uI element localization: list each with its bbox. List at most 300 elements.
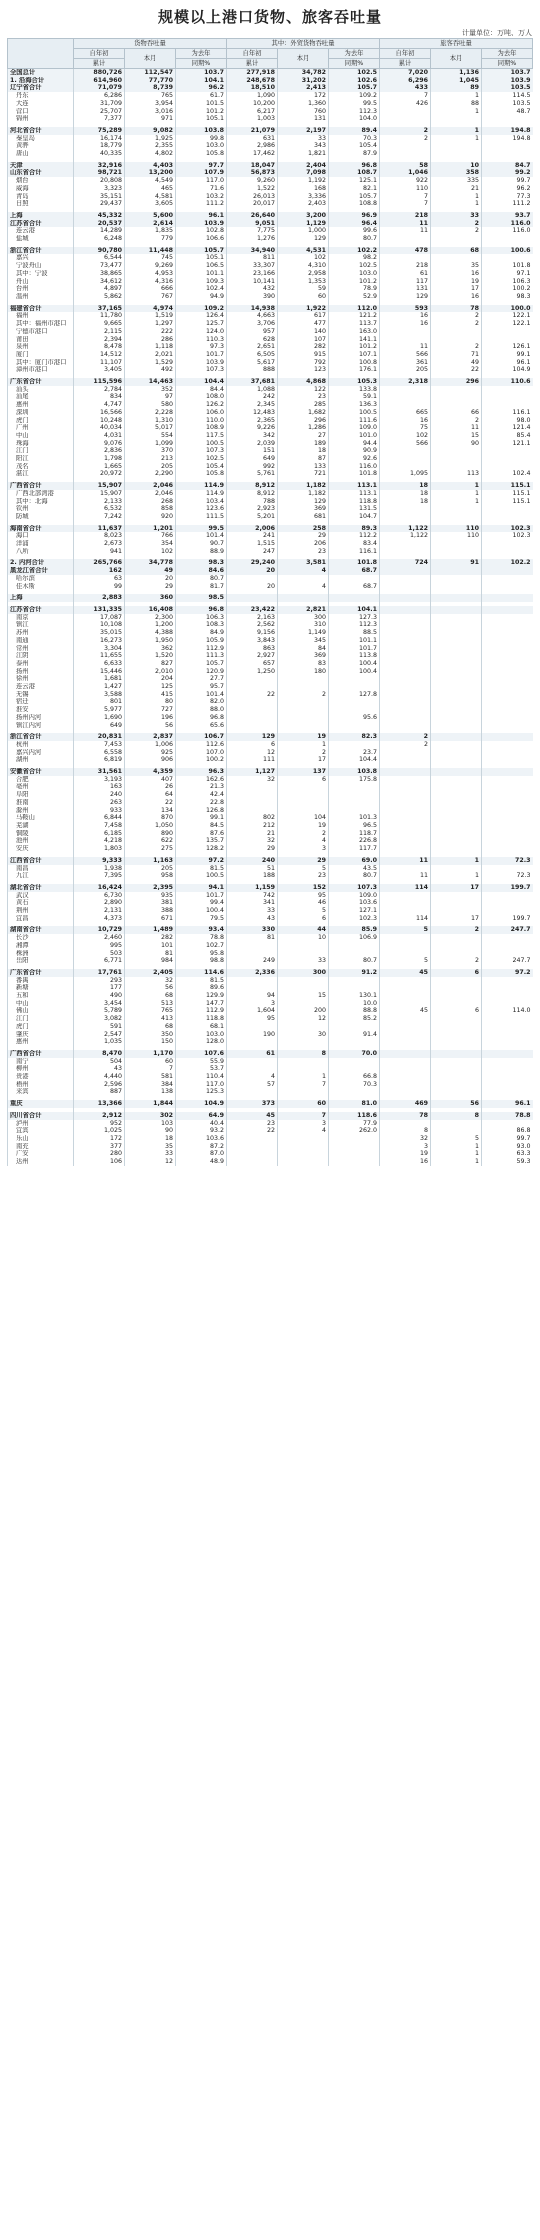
cargo-yoy-cell: 126.4 xyxy=(176,312,227,320)
foreign-yoy-cell: 91.4 xyxy=(329,1031,380,1039)
foreign-yoy-cell: 96.5 xyxy=(329,822,380,830)
cargo-ytd-cell: 35,151 xyxy=(74,193,125,201)
foreign-month-cell xyxy=(278,791,329,799)
foreign-yoy-cell: 113.8 xyxy=(329,652,380,660)
passenger-yoy-cell: 247.7 xyxy=(482,957,533,965)
foreign-yoy-cell xyxy=(329,791,380,799)
foreign-ytd-cell: 788 xyxy=(227,498,278,506)
foreign-yoy-cell: 70.0 xyxy=(329,1050,380,1058)
cargo-yoy-cell: 79.5 xyxy=(176,915,227,923)
cargo-yoy-cell: 98.8 xyxy=(176,957,227,965)
cargo-ytd-cell: 6,185 xyxy=(74,830,125,838)
table-row xyxy=(8,722,533,730)
foreign-ytd-cell: 957 xyxy=(227,328,278,336)
page-title: 规模以上港口货物、旅客吞吐量 xyxy=(157,8,382,26)
foreign-yoy-cell: 107.1 xyxy=(329,351,380,359)
passenger-month-cell xyxy=(431,722,482,730)
port-name-cell: 2. 内河合计 xyxy=(8,559,74,567)
passenger-month-cell xyxy=(431,741,482,749)
table-row xyxy=(8,417,533,425)
port-name-cell: 佳木斯 xyxy=(8,583,74,591)
table-row xyxy=(8,185,533,193)
passenger-ytd-cell: 18 xyxy=(380,482,431,490)
table-row xyxy=(8,683,533,691)
foreign-ytd-cell: 190 xyxy=(227,1031,278,1039)
port-name-cell: 南京 xyxy=(8,614,74,622)
table-row xyxy=(8,1120,533,1128)
passenger-month-cell xyxy=(431,606,482,614)
passenger-yoy-cell xyxy=(482,1065,533,1073)
passenger-ytd-cell: 469 xyxy=(380,1100,431,1108)
cargo-yoy-cell: 96.8 xyxy=(176,606,227,614)
cargo-ytd-cell: 16,566 xyxy=(74,409,125,417)
port-name-cell: 烟台 xyxy=(8,177,74,185)
port-name-cell: 重庆 xyxy=(8,1100,74,1108)
port-name-cell: 营口 xyxy=(8,108,74,116)
passenger-month-cell xyxy=(431,683,482,691)
passenger-yoy-cell xyxy=(482,583,533,591)
foreign-ytd-cell: 247 xyxy=(227,548,278,556)
cargo-yoy-cell: 89.6 xyxy=(176,984,227,992)
cargo-ytd-cell: 3,193 xyxy=(74,776,125,784)
passenger-ytd-cell: 11 xyxy=(380,227,431,235)
cargo-yoy-cell: 126.8 xyxy=(176,807,227,815)
cargo-yoy-cell: 105.8 xyxy=(176,470,227,478)
passenger-ytd-cell: 7 xyxy=(380,200,431,208)
foreign-yoy-cell: 10.0 xyxy=(329,1000,380,1008)
foreign-month-cell: 3,336 xyxy=(278,193,329,201)
cargo-ytd-cell: 29,437 xyxy=(74,200,125,208)
foreign-ytd-cell: 657 xyxy=(227,660,278,668)
port-name-cell: 肇庆 xyxy=(8,1031,74,1039)
passenger-month-cell: 1,136 xyxy=(431,69,482,77)
foreign-yoy-cell: 113.1 xyxy=(329,490,380,498)
port-name-cell: 芜湖 xyxy=(8,822,74,830)
foreign-month-cell xyxy=(278,783,329,791)
cargo-month-cell: 68 xyxy=(125,992,176,1000)
passenger-month-cell: 1 xyxy=(431,108,482,116)
foreign-month-cell: 29 xyxy=(278,532,329,540)
foreign-ytd-cell: 9,156 xyxy=(227,629,278,637)
foreign-month-cell: 2 xyxy=(278,691,329,699)
cargo-ytd-cell: 37,165 xyxy=(74,305,125,313)
passenger-ytd-cell xyxy=(380,254,431,262)
foreign-month-cell xyxy=(278,1158,329,1166)
cargo-ytd-cell: 10,248 xyxy=(74,417,125,425)
passenger-month-cell: 1 xyxy=(431,498,482,506)
port-name-cell: 大连 xyxy=(8,100,74,108)
passenger-ytd-cell xyxy=(380,463,431,471)
passenger-month-cell: 66 xyxy=(431,409,482,417)
cargo-yoy-cell: 114.9 xyxy=(176,490,227,498)
cargo-month-cell: 971 xyxy=(125,115,176,123)
foreign-yoy-cell: 104.4 xyxy=(329,756,380,764)
foreign-yoy-cell xyxy=(329,1158,380,1166)
cargo-month-cell: 935 xyxy=(125,892,176,900)
passenger-month-cell xyxy=(431,1038,482,1046)
foreign-ytd-cell xyxy=(227,698,278,706)
port-name-cell: 上海 xyxy=(8,594,74,602)
foreign-yoy-cell: 111.6 xyxy=(329,417,380,425)
passenger-ytd-cell: 16 xyxy=(380,320,431,328)
cargo-month-cell: 513 xyxy=(125,1000,176,1008)
summary-row xyxy=(8,162,533,170)
cargo-yoy-cell: 105.4 xyxy=(176,463,227,471)
foreign-month-cell: 477 xyxy=(278,320,329,328)
passenger-yoy-cell xyxy=(482,575,533,583)
passenger-month-cell xyxy=(431,660,482,668)
port-name-cell: 丹东 xyxy=(8,92,74,100)
table-row xyxy=(8,706,533,714)
passenger-month-cell xyxy=(431,455,482,463)
foreign-yoy-cell: 109.0 xyxy=(329,892,380,900)
port-name-cell: 防城 xyxy=(8,513,74,521)
cargo-ytd-cell: 887 xyxy=(74,1088,125,1096)
foreign-ytd-cell: 33 xyxy=(227,907,278,915)
cargo-month-cell: 20 xyxy=(125,575,176,583)
foreign-yoy-cell: 104.1 xyxy=(329,606,380,614)
cargo-yoy-cell: 48.9 xyxy=(176,1158,227,1166)
foreign-month-cell xyxy=(278,1058,329,1066)
passenger-yoy-cell xyxy=(482,142,533,150)
table-row xyxy=(8,915,533,923)
passenger-yoy-cell: 126.1 xyxy=(482,343,533,351)
passenger-month-cell xyxy=(431,583,482,591)
port-name-cell: 黑龙江省合计 xyxy=(8,567,74,575)
passenger-month-cell xyxy=(431,668,482,676)
foreign-month-cell: 18 xyxy=(278,447,329,455)
cargo-month-cell: 3,605 xyxy=(125,200,176,208)
table-row xyxy=(8,583,533,591)
foreign-ytd-cell: 43 xyxy=(227,915,278,923)
foreign-yoy-cell: 88.5 xyxy=(329,629,380,637)
foreign-yoy-cell: 103.0 xyxy=(329,270,380,278)
foreign-yoy-cell: 102.5 xyxy=(329,69,380,77)
port-name-cell: 番禺 xyxy=(8,977,74,985)
cargo-ytd-cell: 6,248 xyxy=(74,235,125,243)
cargo-yoy-cell: 88.0 xyxy=(176,706,227,714)
passenger-yoy-cell xyxy=(482,254,533,262)
passenger-yoy-cell: 114.5 xyxy=(482,92,533,100)
passenger-ytd-cell: 2,318 xyxy=(380,378,431,386)
passenger-month-cell xyxy=(431,505,482,513)
cargo-month-cell: 4,359 xyxy=(125,768,176,776)
passenger-yoy-cell: 116.1 xyxy=(482,409,533,417)
foreign-yoy-cell: 127.8 xyxy=(329,691,380,699)
passenger-month-cell xyxy=(431,235,482,243)
table-row xyxy=(8,907,533,915)
passenger-ytd-cell xyxy=(380,150,431,158)
foreign-ytd-cell: 390 xyxy=(227,293,278,301)
foreign-month-cell: 123 xyxy=(278,366,329,374)
passenger-ytd-cell xyxy=(380,814,431,822)
cargo-month-cell: 68 xyxy=(125,1023,176,1031)
foreign-yoy-cell: 133.8 xyxy=(329,386,380,394)
port-name-cell: 湘潭 xyxy=(8,942,74,950)
foreign-ytd-cell xyxy=(227,799,278,807)
port-name-cell: 其中：福州市港口 xyxy=(8,320,74,328)
passenger-yoy-cell xyxy=(482,614,533,622)
passenger-yoy-cell: 72.3 xyxy=(482,857,533,865)
passenger-ytd-cell xyxy=(380,583,431,591)
port-name-cell: 新塘 xyxy=(8,984,74,992)
table-row xyxy=(8,950,533,958)
passenger-yoy-cell: 93.7 xyxy=(482,212,533,220)
cargo-yoy-cell: 84.4 xyxy=(176,386,227,394)
passenger-ytd-cell xyxy=(380,783,431,791)
foreign-yoy-cell xyxy=(329,1023,380,1031)
cargo-yoy-cell: 80.7 xyxy=(176,575,227,583)
cargo-ytd-cell: 131,335 xyxy=(74,606,125,614)
passenger-ytd-cell xyxy=(380,942,431,950)
cargo-ytd-cell: 10,108 xyxy=(74,621,125,629)
cargo-yoy-cell: 100.5 xyxy=(176,440,227,448)
passenger-month-cell xyxy=(431,1073,482,1081)
passenger-month-cell: 358 xyxy=(431,169,482,177)
cargo-ytd-cell: 2,883 xyxy=(74,594,125,602)
cargo-month-cell: 4,953 xyxy=(125,270,176,278)
passenger-month-cell: 113 xyxy=(431,470,482,478)
passenger-ytd-cell: 102 xyxy=(380,432,431,440)
cargo-yoy-cell: 110.3 xyxy=(176,336,227,344)
passenger-yoy-cell xyxy=(482,1015,533,1023)
passenger-month-cell xyxy=(431,1058,482,1066)
cargo-ytd-cell: 11,107 xyxy=(74,359,125,367)
foreign-yoy-cell: 85.2 xyxy=(329,1015,380,1023)
passenger-ytd-cell: 724 xyxy=(380,559,431,567)
cargo-yoy-cell: 106.7 xyxy=(176,733,227,741)
foreign-ytd-cell: 249 xyxy=(227,957,278,965)
passenger-ytd-cell: 361 xyxy=(380,359,431,367)
passenger-month-cell xyxy=(431,799,482,807)
foreign-month-cell: 104 xyxy=(278,814,329,822)
cargo-ytd-cell: 952 xyxy=(74,1120,125,1128)
passenger-ytd-cell xyxy=(380,575,431,583)
cargo-yoy-cell: 106.6 xyxy=(176,235,227,243)
foreign-ytd-cell xyxy=(227,942,278,950)
passenger-month-cell: 1 xyxy=(431,92,482,100)
cargo-yoy-cell: 162.6 xyxy=(176,776,227,784)
cargo-ytd-cell: 591 xyxy=(74,1023,125,1031)
cargo-ytd-cell: 6,544 xyxy=(74,254,125,262)
cargo-ytd-cell: 17,087 xyxy=(74,614,125,622)
cargo-month-cell: 984 xyxy=(125,957,176,965)
cargo-month-cell: 2,300 xyxy=(125,614,176,622)
foreign-ytd-cell: 2,163 xyxy=(227,614,278,622)
header-yoy: 为去年 xyxy=(176,49,227,59)
passenger-yoy-cell: 78.8 xyxy=(482,1112,533,1120)
summary-row xyxy=(8,926,533,934)
passenger-ytd-cell: 45 xyxy=(380,1007,431,1015)
foreign-month-cell: 285 xyxy=(278,401,329,409)
table-row xyxy=(8,776,533,784)
foreign-yoy-cell: 118.6 xyxy=(329,1112,380,1120)
passenger-ytd-cell: 11 xyxy=(380,872,431,880)
passenger-ytd-cell xyxy=(380,1000,431,1008)
foreign-month-cell xyxy=(278,575,329,583)
table-row xyxy=(8,957,533,965)
passenger-yoy-cell xyxy=(482,1050,533,1058)
cargo-month-cell: 2,046 xyxy=(125,482,176,490)
cargo-month-cell: 196 xyxy=(125,714,176,722)
foreign-ytd-cell: 8,912 xyxy=(227,482,278,490)
cargo-ytd-cell: 6,819 xyxy=(74,756,125,764)
passenger-yoy-cell: 116.0 xyxy=(482,220,533,228)
foreign-yoy-cell xyxy=(329,783,380,791)
passenger-ytd-cell: 205 xyxy=(380,366,431,374)
cargo-yoy-cell: 105.7 xyxy=(176,247,227,255)
passenger-ytd-cell: 433 xyxy=(380,84,431,92)
header-month: 本月 xyxy=(278,49,329,69)
cargo-yoy-cell: 108.3 xyxy=(176,621,227,629)
cargo-month-cell: 827 xyxy=(125,660,176,668)
table-row xyxy=(8,675,533,683)
foreign-month-cell: 2,413 xyxy=(278,84,329,92)
cargo-month-cell: 33 xyxy=(125,1150,176,1158)
port-name-cell: 阳江 xyxy=(8,455,74,463)
foreign-month-cell: 4,531 xyxy=(278,247,329,255)
foreign-month-cell xyxy=(278,984,329,992)
table-row xyxy=(8,668,533,676)
table-row xyxy=(8,1038,533,1046)
table-row xyxy=(8,1158,533,1166)
foreign-yoy-cell: 112.3 xyxy=(329,621,380,629)
cargo-yoy-cell: 111.2 xyxy=(176,200,227,208)
foreign-month-cell xyxy=(278,683,329,691)
passenger-ytd-cell xyxy=(380,892,431,900)
foreign-ytd-cell: 18,047 xyxy=(227,162,278,170)
foreign-yoy-cell: 127.1 xyxy=(329,907,380,915)
foreign-ytd-cell: 22 xyxy=(227,1127,278,1135)
passenger-ytd-cell: 18 xyxy=(380,498,431,506)
passenger-yoy-cell xyxy=(482,1058,533,1066)
foreign-ytd-cell: 2,345 xyxy=(227,401,278,409)
cargo-yoy-cell: 112.9 xyxy=(176,1007,227,1015)
foreign-month-cell: 60 xyxy=(278,1100,329,1108)
cargo-ytd-cell: 6,730 xyxy=(74,892,125,900)
passenger-yoy-cell xyxy=(482,235,533,243)
cargo-ytd-cell: 99 xyxy=(74,583,125,591)
cargo-ytd-cell: 38,865 xyxy=(74,270,125,278)
table-row xyxy=(8,749,533,757)
foreign-ytd-cell: 240 xyxy=(227,857,278,865)
cargo-yoy-cell: 111.3 xyxy=(176,652,227,660)
passenger-month-cell xyxy=(431,629,482,637)
cargo-ytd-cell: 13,366 xyxy=(74,1100,125,1108)
foreign-yoy-cell: 91.2 xyxy=(329,969,380,977)
passenger-ytd-cell xyxy=(380,645,431,653)
port-name-cell: 广安 xyxy=(8,1150,74,1158)
foreign-yoy-cell: 103.6 xyxy=(329,899,380,907)
foreign-ytd-cell: 1,127 xyxy=(227,768,278,776)
table-row xyxy=(8,100,533,108)
table-row xyxy=(8,498,533,506)
passenger-ytd-cell: 566 xyxy=(380,440,431,448)
cargo-yoy-cell: 103.0 xyxy=(176,1031,227,1039)
foreign-yoy-cell: 101.0 xyxy=(329,432,380,440)
cargo-month-cell: 1,118 xyxy=(125,343,176,351)
passenger-ytd-cell: 114 xyxy=(380,915,431,923)
passenger-ytd-cell: 2 xyxy=(380,127,431,135)
foreign-yoy-cell: 105.3 xyxy=(329,378,380,386)
port-name-cell: 江苏省合计 xyxy=(8,606,74,614)
cargo-ytd-cell: 45,332 xyxy=(74,212,125,220)
foreign-month-cell: 83 xyxy=(278,660,329,668)
foreign-month-cell: 2 xyxy=(278,830,329,838)
cargo-ytd-cell: 32,916 xyxy=(74,162,125,170)
foreign-month-cell: 760 xyxy=(278,108,329,116)
cargo-ytd-cell: 941 xyxy=(74,548,125,556)
passenger-yoy-cell: 199.7 xyxy=(482,915,533,923)
passenger-month-cell xyxy=(431,150,482,158)
table-row xyxy=(8,845,533,853)
foreign-month-cell: 10 xyxy=(278,934,329,942)
cargo-yoy-cell: 108.0 xyxy=(176,393,227,401)
foreign-month-cell: 1,360 xyxy=(278,100,329,108)
cargo-ytd-cell: 9,333 xyxy=(74,857,125,865)
cargo-month-cell: 5,600 xyxy=(125,212,176,220)
foreign-month-cell: 46 xyxy=(278,899,329,907)
passenger-ytd-cell xyxy=(380,606,431,614)
foreign-yoy-cell: 90.9 xyxy=(329,447,380,455)
foreign-ytd-cell: 2,923 xyxy=(227,505,278,513)
passenger-yoy-cell: 84.7 xyxy=(482,162,533,170)
foreign-ytd-cell: 802 xyxy=(227,814,278,822)
passenger-month-cell xyxy=(431,899,482,907)
passenger-month-cell xyxy=(431,714,482,722)
foreign-month-cell xyxy=(278,807,329,815)
cargo-month-cell: 767 xyxy=(125,293,176,301)
foreign-ytd-cell: 2,039 xyxy=(227,440,278,448)
foreign-month-cell xyxy=(278,1000,329,1008)
cargo-yoy-cell: 107.3 xyxy=(176,366,227,374)
foreign-yoy-cell: 226.8 xyxy=(329,837,380,845)
cargo-yoy-cell: 87.2 xyxy=(176,1143,227,1151)
cargo-month-cell: 80 xyxy=(125,698,176,706)
foreign-yoy-cell: 87.9 xyxy=(329,150,380,158)
passenger-month-cell xyxy=(431,115,482,123)
foreign-ytd-cell xyxy=(227,683,278,691)
passenger-yoy-cell xyxy=(482,594,533,602)
foreign-yoy-cell: 112.0 xyxy=(329,305,380,313)
foreign-ytd-cell xyxy=(227,722,278,730)
cargo-ytd-cell: 31,561 xyxy=(74,768,125,776)
port-name-cell: 深圳 xyxy=(8,409,74,417)
cargo-yoy-cell: 123.6 xyxy=(176,505,227,513)
foreign-ytd-cell: 1,604 xyxy=(227,1007,278,1015)
port-name-cell: 梧州 xyxy=(8,1081,74,1089)
foreign-month-cell: 1,129 xyxy=(278,220,329,228)
table-row xyxy=(8,150,533,158)
table-row xyxy=(8,575,533,583)
foreign-month-cell: 31,202 xyxy=(278,77,329,85)
cargo-yoy-cell: 99.5 xyxy=(176,525,227,533)
cargo-month-cell: 671 xyxy=(125,915,176,923)
port-name-cell: 泉州 xyxy=(8,343,74,351)
foreign-yoy-cell: 68.7 xyxy=(329,567,380,575)
foreign-yoy-cell: 118.8 xyxy=(329,498,380,506)
passenger-ytd-cell xyxy=(380,594,431,602)
foreign-month-cell: 206 xyxy=(278,540,329,548)
cargo-ytd-cell: 801 xyxy=(74,698,125,706)
port-name-cell: 淮南 xyxy=(8,799,74,807)
foreign-ytd-cell: 17,462 xyxy=(227,150,278,158)
foreign-yoy-cell xyxy=(329,942,380,950)
passenger-yoy-cell xyxy=(482,447,533,455)
cargo-yoy-cell: 98.3 xyxy=(176,559,227,567)
table-row xyxy=(8,830,533,838)
foreign-ytd-cell: 57 xyxy=(227,1081,278,1089)
